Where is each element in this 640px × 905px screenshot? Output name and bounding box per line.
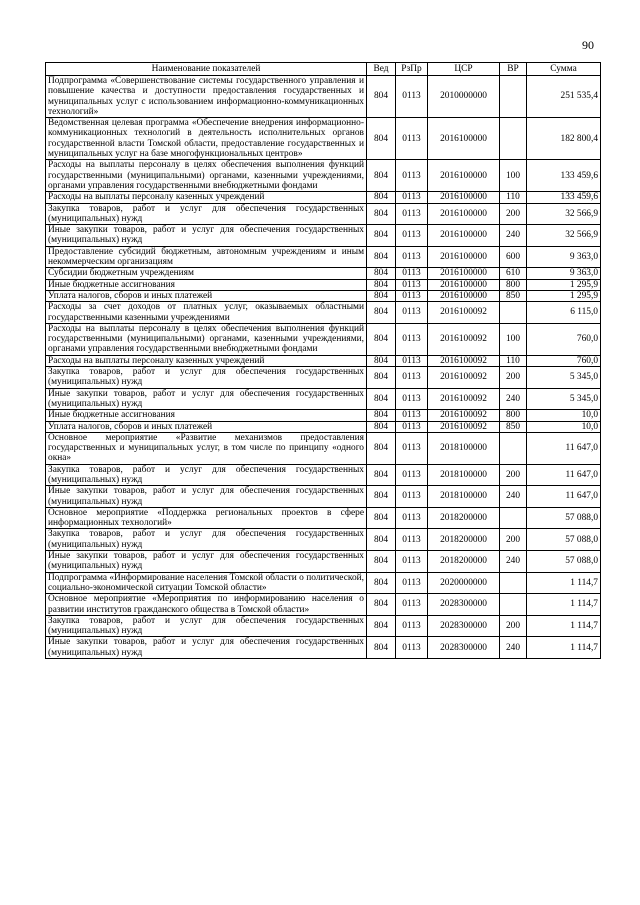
cell-vr: 200 <box>500 464 527 486</box>
cell-vr: 240 <box>500 486 527 508</box>
cell-ved: 804 <box>367 355 396 366</box>
cell-rzpr: 0113 <box>396 594 428 616</box>
cell-name: Подпрограмма «Совершенствование системы государственного управления и повышение качества и доступности предоставления государственных и муниципальных услуг с использованием информационно-коммуникационных технологий» <box>46 76 367 118</box>
cell-ved: 804 <box>367 268 396 279</box>
cell-sum: 1 114,7 <box>527 637 601 659</box>
cell-csr: 2018200000 <box>428 551 500 573</box>
table-row <box>46 594 601 616</box>
cell-csr: 2016100000 <box>428 225 500 247</box>
cell-vr <box>500 118 527 160</box>
table-row <box>46 637 601 659</box>
header-csr: ЦСР <box>428 63 500 76</box>
cell-csr: 2016100000 <box>428 118 500 160</box>
cell-vr: 240 <box>500 551 527 573</box>
cell-rzpr: 0113 <box>396 225 428 247</box>
page-number: 90 <box>582 38 594 52</box>
table-body <box>46 76 601 659</box>
cell-ved: 804 <box>367 572 396 594</box>
cell-vr: 600 <box>500 246 527 268</box>
table-row <box>46 203 601 225</box>
cell-csr: 2016100000 <box>428 290 500 301</box>
cell-name: Иные закупки товаров, работ и услуг для обеспечения государственных (муниципальных) нужд <box>46 637 367 659</box>
table-row <box>46 279 601 290</box>
cell-sum: 11 647,0 <box>527 432 601 464</box>
cell-rzpr: 0113 <box>396 355 428 366</box>
cell-ved: 804 <box>367 246 396 268</box>
cell-name: Иные бюджетные ассигнования <box>46 410 367 421</box>
cell-sum: 1 295,9 <box>527 279 601 290</box>
cell-sum: 57 088,0 <box>527 529 601 551</box>
cell-csr: 2018100000 <box>428 432 500 464</box>
cell-rzpr: 0113 <box>396 421 428 432</box>
cell-csr: 2016100000 <box>428 279 500 290</box>
table-row <box>46 268 601 279</box>
cell-rzpr: 0113 <box>396 246 428 268</box>
cell-name: Расходы на выплаты персоналу казенных учреждений <box>46 355 367 366</box>
table-row <box>46 529 601 551</box>
table-row <box>46 302 601 324</box>
table-row <box>46 290 601 301</box>
cell-ved: 804 <box>367 302 396 324</box>
table-row <box>46 615 601 637</box>
cell-csr: 2016100092 <box>428 388 500 410</box>
cell-name: Подпрограмма «Информирование населения Томской области о политической, социально-экономической ситуации Томской области» <box>46 572 367 594</box>
header-ved: Вед <box>367 63 396 76</box>
cell-vr <box>500 572 527 594</box>
cell-ved: 804 <box>367 594 396 616</box>
table-row <box>46 486 601 508</box>
cell-rzpr: 0113 <box>396 279 428 290</box>
header-sum: Сумма <box>527 63 601 76</box>
cell-csr: 2016100000 <box>428 246 500 268</box>
table-row <box>46 388 601 410</box>
cell-sum: 133 459,6 <box>527 192 601 203</box>
cell-sum: 10,0 <box>527 421 601 432</box>
cell-vr: 240 <box>500 637 527 659</box>
cell-csr: 2016100092 <box>428 323 500 355</box>
cell-sum: 32 566,9 <box>527 225 601 247</box>
cell-vr: 610 <box>500 268 527 279</box>
cell-vr <box>500 432 527 464</box>
cell-ved: 804 <box>367 551 396 573</box>
cell-ved: 804 <box>367 225 396 247</box>
cell-rzpr: 0113 <box>396 203 428 225</box>
cell-ved: 804 <box>367 637 396 659</box>
cell-name: Иные бюджетные ассигнования <box>46 279 367 290</box>
cell-name: Закупка товаров, работ и услуг для обеспечения государственных (муниципальных) нужд <box>46 367 367 389</box>
table-header-row <box>46 63 601 76</box>
table-row <box>46 410 601 421</box>
table-row <box>46 246 601 268</box>
cell-ved: 804 <box>367 464 396 486</box>
cell-name: Закупка товаров, работ и услуг для обеспечения государственных (муниципальных) нужд <box>46 529 367 551</box>
cell-sum: 32 566,9 <box>527 203 601 225</box>
cell-csr: 2016100000 <box>428 192 500 203</box>
cell-rzpr: 0113 <box>396 507 428 529</box>
cell-sum: 1 114,7 <box>527 594 601 616</box>
cell-vr: 200 <box>500 367 527 389</box>
cell-ved: 804 <box>367 486 396 508</box>
cell-sum: 6 115,0 <box>527 302 601 324</box>
cell-rzpr: 0113 <box>396 464 428 486</box>
header-rzpr: РзПр <box>396 63 428 76</box>
cell-rzpr: 0113 <box>396 615 428 637</box>
cell-vr <box>500 507 527 529</box>
cell-csr: 2016100000 <box>428 160 500 192</box>
cell-ved: 804 <box>367 76 396 118</box>
cell-vr: 200 <box>500 203 527 225</box>
cell-sum: 251 535,4 <box>527 76 601 118</box>
cell-name: Расходы на выплаты персоналу в целях обеспечения выполнения функций государственными (муниципальными) органами, казенными учреждениями, органами управления государственными внебюджетными фондами <box>46 160 367 192</box>
cell-rzpr: 0113 <box>396 551 428 573</box>
table-row <box>46 323 601 355</box>
cell-ved: 804 <box>367 118 396 160</box>
cell-csr: 2016100092 <box>428 421 500 432</box>
cell-name: Основное мероприятие «Развитие механизмов предоставления государственных и муниципальных услуг, в том числе по принципу «одного окна» <box>46 432 367 464</box>
cell-sum: 1 114,7 <box>527 615 601 637</box>
cell-vr: 240 <box>500 388 527 410</box>
cell-rzpr: 0113 <box>396 268 428 279</box>
table-row <box>46 225 601 247</box>
header-name: Наименование показателей <box>46 63 367 76</box>
cell-name: Закупка товаров, работ и услуг для обеспечения государственных (муниципальных) нужд <box>46 203 367 225</box>
cell-ved: 804 <box>367 432 396 464</box>
cell-vr: 100 <box>500 323 527 355</box>
table-row <box>46 76 601 118</box>
cell-rzpr: 0113 <box>396 323 428 355</box>
cell-csr: 2016100000 <box>428 203 500 225</box>
cell-name: Иные закупки товаров, работ и услуг для обеспечения государственных (муниципальных) нужд <box>46 225 367 247</box>
cell-vr <box>500 76 527 118</box>
cell-vr: 800 <box>500 279 527 290</box>
cell-ved: 804 <box>367 615 396 637</box>
cell-ved: 804 <box>367 203 396 225</box>
cell-sum: 10,0 <box>527 410 601 421</box>
cell-ved: 804 <box>367 323 396 355</box>
cell-name: Закупка товаров, работ и услуг для обеспечения государственных (муниципальных) нужд <box>46 464 367 486</box>
cell-ved: 804 <box>367 507 396 529</box>
cell-csr: 2028300000 <box>428 615 500 637</box>
cell-sum: 5 345,0 <box>527 367 601 389</box>
budget-table <box>45 62 601 659</box>
cell-sum: 133 459,6 <box>527 160 601 192</box>
cell-csr: 2010000000 <box>428 76 500 118</box>
cell-name: Иные закупки товаров, работ и услуг для обеспечения государственных (муниципальных) нужд <box>46 388 367 410</box>
table-row <box>46 464 601 486</box>
cell-sum: 11 647,0 <box>527 464 601 486</box>
cell-csr: 2018100000 <box>428 464 500 486</box>
cell-sum: 760,0 <box>527 323 601 355</box>
cell-sum: 9 363,0 <box>527 246 601 268</box>
cell-rzpr: 0113 <box>396 290 428 301</box>
cell-name: Расходы на выплаты персоналу в целях обеспечения выполнения функций государственными (муниципальными) органами, казенными учреждениями, органами управления государственными внебюджетными фондами <box>46 323 367 355</box>
cell-name: Предоставление субсидий бюджетным, автономным учреждениям и иным некоммерческим организациям <box>46 246 367 268</box>
cell-vr: 200 <box>500 529 527 551</box>
table-row <box>46 551 601 573</box>
cell-rzpr: 0113 <box>396 192 428 203</box>
cell-sum: 9 363,0 <box>527 268 601 279</box>
cell-csr: 2018200000 <box>428 529 500 551</box>
cell-sum: 1 114,7 <box>527 572 601 594</box>
table-row <box>46 367 601 389</box>
cell-ved: 804 <box>367 192 396 203</box>
table-row <box>46 192 601 203</box>
cell-csr: 2016100092 <box>428 302 500 324</box>
cell-rzpr: 0113 <box>396 486 428 508</box>
cell-rzpr: 0113 <box>396 367 428 389</box>
cell-rzpr: 0113 <box>396 432 428 464</box>
cell-rzpr: 0113 <box>396 572 428 594</box>
cell-ved: 804 <box>367 529 396 551</box>
cell-ved: 804 <box>367 421 396 432</box>
cell-vr: 200 <box>500 615 527 637</box>
cell-rzpr: 0113 <box>396 388 428 410</box>
cell-rzpr: 0113 <box>396 160 428 192</box>
cell-rzpr: 0113 <box>396 76 428 118</box>
cell-csr: 2028300000 <box>428 594 500 616</box>
cell-vr: 800 <box>500 410 527 421</box>
table-row <box>46 507 601 529</box>
cell-sum: 57 088,0 <box>527 507 601 529</box>
cell-ved: 804 <box>367 290 396 301</box>
cell-name: Расходы на выплаты персоналу казенных учреждений <box>46 192 367 203</box>
cell-name: Закупка товаров, работ и услуг для обеспечения государственных (муниципальных) нужд <box>46 615 367 637</box>
cell-csr: 2016100092 <box>428 367 500 389</box>
cell-vr: 100 <box>500 160 527 192</box>
table-row <box>46 118 601 160</box>
cell-name: Основное мероприятие «Поддержка региональных проектов в сфере информационных технологий» <box>46 507 367 529</box>
cell-ved: 804 <box>367 160 396 192</box>
cell-csr: 2018100000 <box>428 486 500 508</box>
cell-name: Уплата налогов, сборов и иных платежей <box>46 421 367 432</box>
cell-sum: 11 647,0 <box>527 486 601 508</box>
cell-rzpr: 0113 <box>396 410 428 421</box>
cell-rzpr: 0113 <box>396 118 428 160</box>
cell-name: Иные закупки товаров, работ и услуг для обеспечения государственных (муниципальных) нужд <box>46 486 367 508</box>
cell-sum: 5 345,0 <box>527 388 601 410</box>
cell-rzpr: 0113 <box>396 302 428 324</box>
cell-csr: 2020000000 <box>428 572 500 594</box>
cell-vr: 850 <box>500 421 527 432</box>
cell-sum: 760,0 <box>527 355 601 366</box>
cell-sum: 57 088,0 <box>527 551 601 573</box>
cell-ved: 804 <box>367 279 396 290</box>
cell-ved: 804 <box>367 410 396 421</box>
cell-vr <box>500 302 527 324</box>
cell-vr: 110 <box>500 192 527 203</box>
cell-csr: 2016100000 <box>428 268 500 279</box>
cell-name: Расходы за счет доходов от платных услуг, оказываемых областными государственными казенными учреждениями <box>46 302 367 324</box>
table-row <box>46 160 601 192</box>
table-row <box>46 421 601 432</box>
header-vr: ВР <box>500 63 527 76</box>
cell-vr: 850 <box>500 290 527 301</box>
cell-csr: 2016100092 <box>428 355 500 366</box>
cell-sum: 182 800,4 <box>527 118 601 160</box>
cell-vr: 110 <box>500 355 527 366</box>
table-row <box>46 572 601 594</box>
cell-rzpr: 0113 <box>396 637 428 659</box>
cell-name: Ведомственная целевая программа «Обеспечение внедрения информационно-коммуникационных технологий в деятельность исполнительных органов государственной власти Томской области, предоставление государственных и муниципальных услуг на базе многофункциональных центров» <box>46 118 367 160</box>
cell-vr <box>500 594 527 616</box>
cell-vr: 240 <box>500 225 527 247</box>
cell-ved: 804 <box>367 388 396 410</box>
cell-name: Субсидии бюджетным учреждениям <box>46 268 367 279</box>
cell-name: Иные закупки товаров, работ и услуг для обеспечения государственных (муниципальных) нужд <box>46 551 367 573</box>
table-row <box>46 432 601 464</box>
cell-sum: 1 295,9 <box>527 290 601 301</box>
cell-ved: 804 <box>367 367 396 389</box>
cell-csr: 2028300000 <box>428 637 500 659</box>
cell-csr: 2018200000 <box>428 507 500 529</box>
cell-name: Основное мероприятие «Мероприятия по информированию населения о развитии институтов гражданского общества в Томской области» <box>46 594 367 616</box>
cell-name: Уплата налогов, сборов и иных платежей <box>46 290 367 301</box>
cell-csr: 2016100092 <box>428 410 500 421</box>
table-row <box>46 355 601 366</box>
cell-rzpr: 0113 <box>396 529 428 551</box>
